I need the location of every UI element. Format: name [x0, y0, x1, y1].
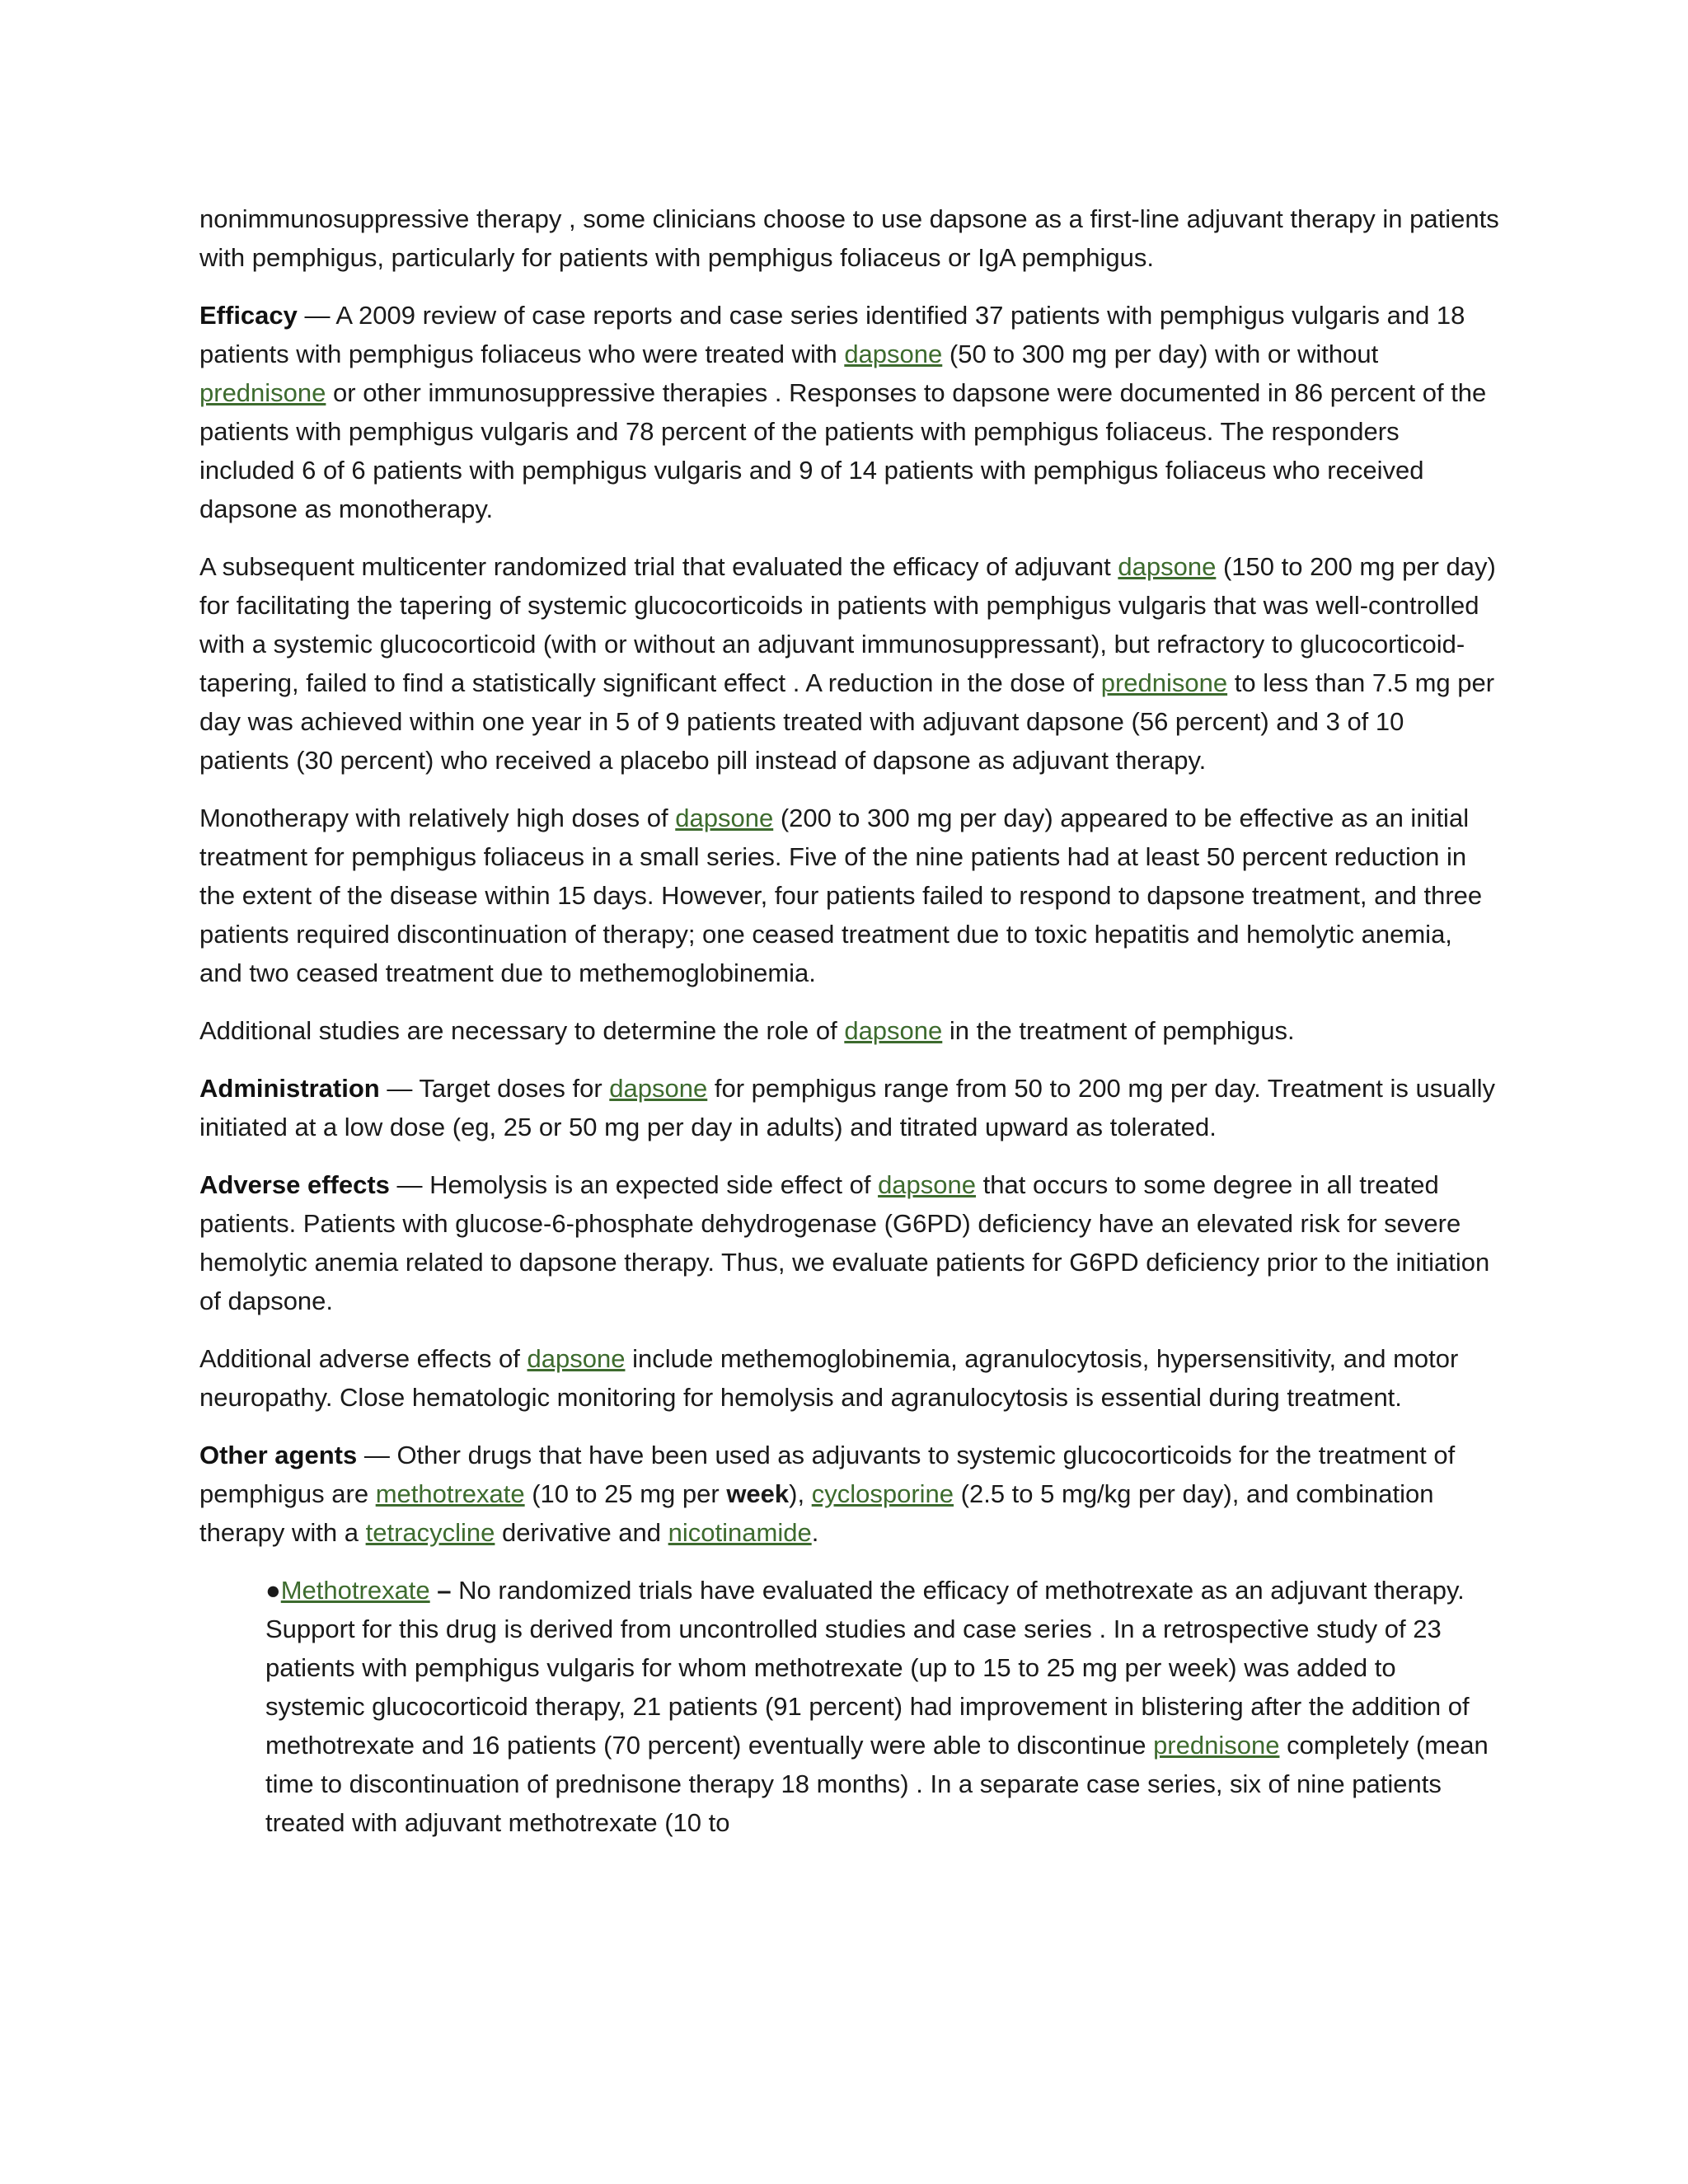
emphasis-week: week — [726, 1479, 790, 1508]
link-prednisone[interactable]: prednisone — [1153, 1731, 1280, 1760]
paragraph-text: in the treatment of pemphigus. — [942, 1016, 1295, 1045]
paragraph-text: — Other drugs that have been used as adjuvants to systemic glucocorticoids for the treatment of pemphigus are — [199, 1441, 1456, 1508]
paragraph-adverse-effects — [199, 1165, 1500, 1320]
paragraph-text: derivative and — [495, 1518, 668, 1547]
paragraph-text: (10 to 25 mg per — [524, 1479, 727, 1508]
paragraph-administration — [199, 1069, 1500, 1146]
section-heading-efficacy: Efficacy — [199, 301, 298, 330]
paragraph-additional-adverse — [199, 1339, 1500, 1417]
bullet-marker: ● — [265, 1576, 281, 1605]
link-prednisone[interactable]: prednisone — [199, 378, 326, 407]
link-dapsone[interactable]: dapsone — [844, 340, 943, 368]
dash-separator: – — [429, 1576, 459, 1605]
paragraph-text: Additional studies are necessary to determine the role of — [199, 1016, 845, 1045]
paragraph-text: No randomized trials have evaluated the efficacy of methotrexate as an adjuvant therapy. Support for this drug is derived from uncontrolled studies and case series . In a retrospective study of 23 patients with pemphigus vulgaris for whom methotrexate (up to 15 to 25 mg per week) was added to systemic glucocorticoid therapy, 21 patients (91 percent) had improvement in blistering after the addition of methotrexate and 16 patients (70 percent) eventually were able to discontinue — [265, 1576, 1470, 1760]
paragraph-text: — Hemolysis is an expected side effect of — [389, 1170, 879, 1199]
paragraph-text: . — [811, 1518, 819, 1547]
link-dapsone[interactable]: dapsone — [878, 1170, 977, 1199]
paragraph-additional-studies — [199, 1011, 1500, 1050]
paragraph-text: Monotherapy with relatively high doses of — [199, 804, 676, 832]
paragraph-trial — [199, 547, 1500, 780]
paragraph-text: (50 to 300 mg per day) with or without — [942, 340, 1379, 368]
paragraph-text: include methemoglobinemia, agranulocytosis, hypersensitivity, and motor neuropathy. Close hematologic monitoring for hemolysis and agranulocytosis is essential during treatment. — [199, 1344, 1459, 1412]
paragraph-text: to less than 7.5 mg per day was achieved within one year in 5 of 9 patients treated with adjuvant dapsone (56 percent) and 3 of 10 patients (30 percent) who received a placebo pill instead of dapsone as adjuvant therapy. — [199, 668, 1495, 775]
paragraph-text: A subsequent multicenter randomized trial that evaluated the efficacy of adjuvant — [199, 552, 1118, 581]
link-dapsone[interactable]: dapsone — [1118, 552, 1217, 581]
paragraph-text: (200 to 300 mg per day) appeared to be effective as an initial treatment for pemphigus foliaceus in a small series. Five of the nine patients had at least 50 percent reduction in the extent of the disease within 15 days. However, four patients failed to respond to dapsone treatment, and three patients required discontinuation of therapy; one ceased treatment due to toxic hepatitis and hemolytic anemia, and two ceased treatment due to methemoglobinemia. — [199, 804, 1483, 987]
link-methotrexate[interactable]: methotrexate — [375, 1479, 525, 1508]
paragraph-efficacy — [199, 296, 1500, 528]
paragraph-text: (150 to 200 mg per day) for facilitating the tapering of systemic glucocorticoids in patients with pemphigus vulgaris that was well-controlled with a systemic glucocorticoid (with or without an adjuvant immunosuppressant), but refractory to glucocorticoid-tapering, failed to find a statistically significant effect . A reduction in the dose of — [199, 552, 1496, 697]
paragraph-text: for pemphigus range from 50 to 200 mg per day. Treatment is usually initiated at a low dose (eg, 25 or 50 mg per day in adults) and titrated upward as tolerated. — [199, 1074, 1495, 1141]
link-dapsone[interactable]: dapsone — [527, 1344, 626, 1373]
link-dapsone[interactable]: dapsone — [609, 1074, 708, 1103]
link-cyclosporine[interactable]: cyclosporine — [811, 1479, 954, 1508]
paragraph-text: — Target doses for — [379, 1074, 610, 1103]
section-heading-administration: Administration — [199, 1074, 380, 1103]
link-dapsone[interactable]: dapsone — [844, 1016, 943, 1045]
paragraph-text: that occurs to some degree in all treated patients. Patients with glucose-6-phosphate dehydrogenase (G6PD) deficiency have an elevated risk for severe hemolytic anemia related to dapsone therapy. Thus, we evaluate patients for G6PD deficiency prior to the initiation of dapsone. — [199, 1170, 1490, 1315]
paragraph-text: ), — [789, 1479, 812, 1508]
link-nicotinamide[interactable]: nicotinamide — [668, 1518, 812, 1547]
paragraph-text: — A 2009 review of case reports and case series identified 37 patients with pemphigus vulgaris and 18 patients with pemphigus foliaceus who were treated with — [199, 301, 1465, 368]
section-heading-other-agents: Other agents — [199, 1441, 358, 1469]
paragraph-intro — [199, 199, 1500, 277]
link-methotrexate[interactable]: Methotrexate — [280, 1576, 430, 1605]
link-prednisone[interactable]: prednisone — [1100, 668, 1228, 697]
paragraph-monotherapy — [199, 799, 1500, 992]
document-body — [199, 199, 1500, 1861]
bullet-item-methotrexate — [265, 1571, 1500, 1842]
link-tetracycline[interactable]: tetracycline — [365, 1518, 495, 1547]
paragraph-text: nonimmunosuppressive therapy , some clinicians choose to use dapsone as a first-line adjuvant therapy in patients with pemphigus, particularly for patients with pemphigus foliaceus or IgA pemphigus. — [199, 204, 1499, 272]
paragraph-text: Additional adverse effects of — [199, 1344, 528, 1373]
paragraph-other-agents — [199, 1436, 1500, 1552]
paragraph-text: or other immunosuppressive therapies . Responses to dapsone were documented in 86 percent of the patients with pemphigus vulgaris and 78 percent of the patients with pemphigus foliaceus. The responders included 6 of 6 patients with pemphigus vulgaris and 9 of 14 patients with pemphigus foliaceus who received dapsone as monotherapy. — [199, 378, 1487, 523]
link-dapsone[interactable]: dapsone — [675, 804, 774, 832]
paragraph-text: (2.5 to 5 mg/kg per day), and combination therapy with a — [199, 1479, 1434, 1547]
section-heading-adverse-effects: Adverse effects — [199, 1170, 390, 1199]
paragraph-text: completely (mean time to discontinuation of prednisone therapy 18 months) . In a separate case series, six of nine patients treated with adjuvant methotrexate (10 to — [265, 1731, 1489, 1837]
